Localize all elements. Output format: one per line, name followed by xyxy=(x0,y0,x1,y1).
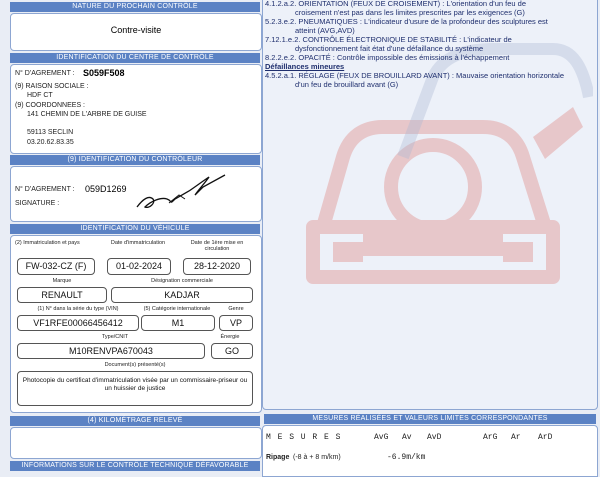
genre-field: VP xyxy=(219,315,253,331)
center-phone: 03.20.62.83.35 xyxy=(27,139,74,146)
measures-panel xyxy=(262,425,598,477)
docs-label: Document(s) présenté(s) xyxy=(104,362,166,368)
type-field: M10RENVPA670043 xyxy=(17,343,205,359)
minor-defect-line-2: d'un feu de brouillard avant (G) xyxy=(295,80,399,89)
mileage-panel xyxy=(10,427,262,459)
measures-title: M E S U R E S xyxy=(266,433,342,442)
center-address: 141 CHEMIN DE L'ARBRE DE GUISE xyxy=(27,111,147,118)
make-label: Marque xyxy=(52,278,72,284)
col-avg: AvG xyxy=(374,433,389,442)
col-ar: Ar xyxy=(511,433,521,442)
vehicle-panel xyxy=(10,235,262,413)
vin-field: VF1RFE00066456412 xyxy=(17,315,139,331)
next-inspection-value: Contre-visite xyxy=(110,25,162,35)
ripage-limit: (-8 à + 8 m/km) xyxy=(293,454,341,461)
category-label: (5) Catégorie internationale xyxy=(143,306,211,312)
first-date-field: 28-12-2020 xyxy=(183,258,251,275)
model-label: Désignation commerciale xyxy=(151,278,213,284)
controller-header: (9) IDENTIFICATION DU CONTRÔLEUR xyxy=(10,155,260,165)
defects-panel xyxy=(262,0,598,410)
controller-agrement-value: 059D1269 xyxy=(85,184,127,194)
vehicle-header: IDENTIFICATION DU VÉHICULE xyxy=(10,224,260,234)
reg-date-label: Date d'immatriculation xyxy=(110,240,166,246)
center-panel xyxy=(10,64,262,154)
plate-field: FW-032-CZ (F) xyxy=(17,258,95,275)
col-arg: ArG xyxy=(483,433,498,442)
mileage-header: (4) KILOMÉTRAGE RELEVÉ xyxy=(10,416,260,426)
reg-date-field: 01-02-2024 xyxy=(107,258,171,275)
first-date-label: Date de 1ère mise en circulation xyxy=(190,240,244,252)
plate-label: (2) Immatriculation et pays xyxy=(15,240,80,246)
center-agrement-label: N° D'AGREMENT : xyxy=(15,70,75,77)
vin-label: (1) N° dans la série du type (VIN) xyxy=(37,306,119,312)
measures-header: MESURES RÉALISÉES ET VALEURS LIMITES CORRESPONDANTES xyxy=(264,414,596,424)
genre-label: Genre xyxy=(228,306,244,312)
info-header: INFORMATIONS SUR LE CONTRÔLE TECHNIQUE DÉFAVORABLE xyxy=(10,461,260,471)
center-raison-label: (9) RAISON SOCIALE : xyxy=(15,83,89,90)
type-label: Type/CNIT xyxy=(101,334,129,340)
energy-field: GO xyxy=(211,343,253,359)
model-field: KADJAR xyxy=(111,287,253,303)
controller-panel xyxy=(10,166,262,222)
defect-line-3: 5.2.3.e.2. PNEUMATIQUES : L'indicateur d'usure de la profondeur des sculptures est xyxy=(265,17,548,26)
minor-defect-line-1: 4.5.2.a.1. RÉGLAGE (FEUX DE BROUILLARD AVANT) : Mauvaise orientation horizontale xyxy=(265,71,565,80)
center-agrement-value: S059F508 xyxy=(83,68,125,78)
center-raison-value: HDF CT xyxy=(27,92,53,99)
col-ard: ArD xyxy=(538,433,553,442)
defect-line-1: 4.1.2.a.2. ORIENTATION (FEUX DE CROISEMENT) : L'orientation d'un feu de xyxy=(265,0,527,8)
defect-line-5: 7.12.1.e.2. CONTRÔLE ÉLECTRONIQUE DE STABILITÉ : L'indicateur de xyxy=(265,35,512,44)
next-inspection-header: NATURE DU PROCHAIN CONTRÔLE xyxy=(10,2,260,12)
docs-text: Photocopie du certificat d'immatriculation visée par un commissaire-priseur ou un huissier de justice xyxy=(22,377,248,392)
center-city: 59113 SECLIN xyxy=(27,129,74,136)
defect-line-6: dysfonctionnement fait état d'une défaillance du système xyxy=(295,44,484,53)
col-avd: AvD xyxy=(427,433,442,442)
center-header: IDENTIFICATION DU CENTRE DE CONTRÔLE xyxy=(10,53,260,63)
ripage-label: Ripage xyxy=(266,454,290,461)
next-inspection-panel xyxy=(10,13,262,51)
center-coord-label: (9) COORDONNEES : xyxy=(15,102,86,109)
docs-field xyxy=(17,371,253,406)
defect-line-4: atteint (AVG,AVD) xyxy=(295,26,355,35)
make-field: RENAULT xyxy=(17,287,107,303)
signature-label: SIGNATURE : xyxy=(15,200,60,207)
col-av: Av xyxy=(402,433,412,442)
defect-line-7: 8.2.2.e.2. OPACITÉ : Contrôle impossible des émissions à l'échappement xyxy=(265,53,510,62)
controller-agrement-label: N° D'AGREMENT : xyxy=(15,186,75,193)
defect-line-2: croisement n'est pas dans les limites prescrites par les exigences (G) xyxy=(295,8,525,17)
minor-defects-header: Défaillances mineures xyxy=(265,62,345,71)
energy-label: Énergie xyxy=(220,334,240,340)
ripage-value: -6.9m/km xyxy=(387,453,426,462)
category-field: M1 xyxy=(141,315,215,331)
signature-image xyxy=(129,169,239,215)
